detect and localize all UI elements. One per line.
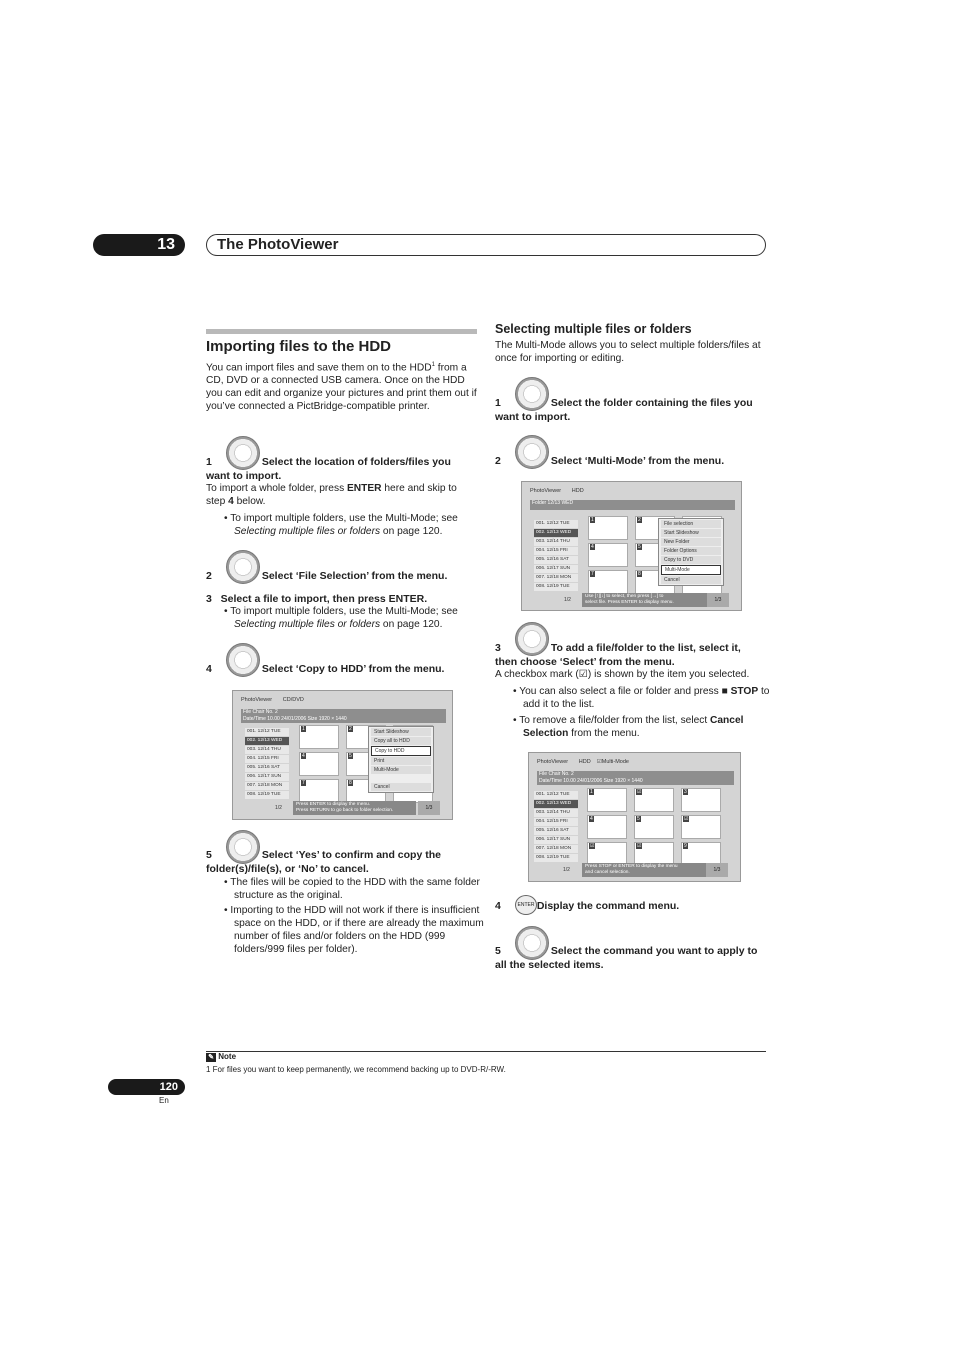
footnote-rule xyxy=(206,1051,766,1052)
list-item[interactable]: 008. 12/19 TUE xyxy=(534,583,578,591)
list-item[interactable]: 001. 12/12 TUE xyxy=(534,791,578,799)
left-bullet-3: • The files will be copied to the HDD with the same folder structure as the original. xyxy=(224,877,480,901)
right-step-5: 5 Select the command you want to apply to all the selected items. xyxy=(495,945,758,971)
info-bar: File Chair No. 2 Date/Time 10.00 24/01/2006 Size 1920 × 1440 xyxy=(241,709,446,723)
list-item[interactable]: 008. 12/19 TUE xyxy=(245,791,289,799)
menu-item[interactable]: Copy to HDD xyxy=(371,746,431,756)
right-bullet-2: • To remove a file/folder from the list, select Cancel Selection from the menu. xyxy=(513,715,744,739)
menu-item[interactable]: Copy to DVD xyxy=(661,556,721,564)
right-step-2: 2 Select ‘Multi-Mode’ from the menu. xyxy=(495,455,725,467)
list-page: 1/2 xyxy=(563,867,570,873)
folder-list[interactable] xyxy=(245,728,289,800)
menu-item[interactable]: Cancel xyxy=(371,783,431,791)
left-bullet-4: • Importing to the HDD will not work if there is insufficient space on the HDD, or if there are already the maximum number of files and/or folders on the HDD (999 folders/999 files per folder). xyxy=(224,905,484,955)
thumbnail[interactable]: 5 xyxy=(634,815,674,839)
thumbnail[interactable]: 5 xyxy=(346,752,386,776)
list-item[interactable]: 007. 12/18 MON xyxy=(534,574,578,582)
thumbnail[interactable]: 4 xyxy=(588,543,628,567)
menu-item[interactable]: Multi-Mode xyxy=(371,766,431,774)
section-bar xyxy=(206,329,477,334)
thumbnail[interactable]: 5 xyxy=(635,543,675,567)
thumbnail[interactable]: 8 xyxy=(346,779,386,803)
list-item[interactable]: 006. 12/17 SUN xyxy=(534,565,578,573)
thumbnail[interactable]: 4 xyxy=(587,815,627,839)
left-section-title: Importing files to the HDD xyxy=(206,338,391,355)
menu-item[interactable]: Start Slideshow xyxy=(371,728,431,736)
help-text: Press ENTER to display the menu. Press RETURN to go back to folder selection. xyxy=(293,801,416,815)
right-step-1: 1 Select the folder containing the files you want to import. xyxy=(495,397,753,423)
thumbnail[interactable]: ☑ xyxy=(634,788,674,812)
screen-header: PhotoViewer HDD xyxy=(530,488,584,494)
menu-item[interactable]: Cancel xyxy=(661,576,721,584)
list-item[interactable]: 002. 12/13 WED xyxy=(245,737,289,745)
thumbnail[interactable]: 4 xyxy=(299,752,339,776)
list-item[interactable]: 002. 12/13 WED xyxy=(534,529,578,537)
right-intro: The Multi-Mode allows you to select multiple folders/files at once for importing or editing. xyxy=(495,340,761,364)
right-step-3: 3 To add a file/folder to the list, select it, then choose ‘Select’ from the menu. xyxy=(495,642,741,668)
list-item[interactable]: 007. 12/18 MON xyxy=(245,782,289,790)
left-step-5: 5 Select ‘Yes’ to confirm and copy the folder(s)/file(s), or ‘No’ to cancel. xyxy=(206,849,441,875)
screen-header: PhotoViewer CD/DVD xyxy=(241,697,304,703)
thumbnail[interactable]: 2 xyxy=(635,516,675,540)
list-item[interactable]: 004. 12/15 FRI xyxy=(534,547,578,555)
help-text: Use [↑][↓] to select, then press [→] to select file. Press ENTER to display menu. xyxy=(582,593,709,607)
menu-item[interactable]: Folder Options xyxy=(661,547,721,555)
left-intro: You can import files and save them on to the HDD$^1$ from a CD, DVD or a connected USB camera. Once on the HDD you can edit and organize your pictures and print them out if you’ve connected a PictBridge-compatible printer. xyxy=(206,362,477,413)
list-item[interactable]: 005. 12/16 SAT xyxy=(245,764,289,772)
left-step-4: 4 Select ‘Copy to HDD’ from the menu. xyxy=(206,663,445,675)
left-step-3: 3 Select a file to import, then press ENTER. xyxy=(206,593,428,605)
list-item[interactable]: 003. 12/14 THU xyxy=(245,746,289,754)
left-bullet-1: • To import multiple folders, use the Multi-Mode; see Selecting multiple files or folders on page 120. xyxy=(224,513,458,537)
menu-item[interactable]: Print xyxy=(371,757,431,765)
context-menu[interactable] xyxy=(368,726,434,793)
thumbnail-grid[interactable] xyxy=(587,788,721,866)
folder-list[interactable] xyxy=(534,791,578,863)
menu-item[interactable]: File selection xyxy=(661,520,721,528)
list-item[interactable]: 004. 12/15 FRI xyxy=(245,755,289,763)
right-step-4: 4 Display the command menu. xyxy=(495,900,680,912)
info-bar: Folder 12/13 WED xyxy=(530,500,735,510)
context-menu[interactable] xyxy=(658,518,724,586)
right-step-3-note: A checkbox mark (☑) is shown by the item you selected. xyxy=(495,669,750,680)
list-item[interactable]: 003. 12/14 THU xyxy=(534,809,578,817)
thumbnail[interactable]: 7 xyxy=(588,570,628,594)
menu-item[interactable]: Copy all to HDD xyxy=(371,737,431,745)
left-step-1: 1 Select the location of folders/files you want to import. xyxy=(206,456,451,482)
screen-copy-to-hdd xyxy=(232,690,453,820)
list-item[interactable]: 004. 12/15 FRI xyxy=(534,818,578,826)
thumbnail[interactable]: ☑ xyxy=(587,842,627,866)
enter-button-icon: ENTER xyxy=(515,895,537,915)
right-section-title: Selecting multiple files or folders xyxy=(495,322,692,336)
thumbnail[interactable]: ☑ xyxy=(681,815,721,839)
item-count: 1/3 xyxy=(707,593,729,607)
checkbox-icon: ☑ xyxy=(596,759,602,765)
list-item[interactable]: 008. 12/19 TUE xyxy=(534,854,578,862)
screen-multi-mode-menu xyxy=(521,481,742,611)
right-bullet-1: • You can also select a file or folder and press ■ STOP to add it to the list. xyxy=(513,686,770,710)
thumbnail[interactable]: 8 xyxy=(635,570,675,594)
menu-item[interactable]: New Folder xyxy=(661,538,721,546)
list-item[interactable]: 006. 12/17 SUN xyxy=(245,773,289,781)
menu-item[interactable]: Start Slideshow xyxy=(661,529,721,537)
info-bar: File Chair No. 2 Date/Time 10.00 24/01/2006 Size 1920 × 1440 xyxy=(537,771,734,785)
screen-header: PhotoViewer HDD ☑Multi-Mode xyxy=(537,759,629,765)
help-text: Press STOP or ENTER to display the menu and cancel selection. xyxy=(582,863,709,877)
thumbnail[interactable]: 3 xyxy=(681,788,721,812)
item-count: 1/3 xyxy=(706,863,728,877)
chapter-number: 13 xyxy=(93,234,185,256)
thumbnail[interactable]: 1 xyxy=(299,725,339,749)
left-step-2: 2 Select ‘File Selection’ from the menu. xyxy=(206,570,448,582)
folder-list[interactable] xyxy=(534,520,578,592)
list-item[interactable]: 002. 12/13 WED xyxy=(534,800,578,808)
screen-multi-mode-selection xyxy=(528,752,741,882)
note-label: ✎ Note xyxy=(206,1052,236,1062)
left-bullet-2: • To import multiple folders, use the Multi-Mode; see Selecting multiple files or folders on page 120. xyxy=(224,606,458,630)
list-item[interactable]: 003. 12/14 THU xyxy=(534,538,578,546)
thumbnail[interactable]: 1 xyxy=(588,516,628,540)
footnote-text: 1 For files you want to keep permanently, we recommend backing up to DVD-R/-RW. xyxy=(206,1065,506,1074)
thumbnail[interactable]: ☑ xyxy=(634,842,674,866)
list-item[interactable]: 001. 12/12 TUE xyxy=(534,520,578,528)
menu-item[interactable]: Multi-Mode xyxy=(661,565,721,575)
list-page: 1/2 xyxy=(564,597,571,603)
list-item[interactable]: 005. 12/16 SAT xyxy=(534,556,578,564)
list-item[interactable]: 001. 12/12 TUE xyxy=(245,728,289,736)
language-label: En xyxy=(159,1096,169,1105)
list-item[interactable]: 007. 12/18 MON xyxy=(534,845,578,853)
list-item[interactable]: 006. 12/17 SUN xyxy=(534,836,578,844)
list-item[interactable]: 005. 12/16 SAT xyxy=(534,827,578,835)
thumbnail[interactable]: 9 xyxy=(681,842,721,866)
page-number: 120 xyxy=(108,1079,185,1095)
list-page: 1/2 xyxy=(275,805,282,811)
thumbnail[interactable]: 7 xyxy=(299,779,339,803)
thumbnail[interactable]: 2 xyxy=(346,725,386,749)
item-count: 1/3 xyxy=(418,801,440,815)
left-step-1-note: To import a whole folder, press ENTER here and skip to step 4 below. xyxy=(206,483,457,507)
note-icon: ✎ xyxy=(206,1053,216,1062)
chapter-title: The PhotoViewer xyxy=(206,234,766,256)
thumbnail[interactable]: 1 xyxy=(587,788,627,812)
